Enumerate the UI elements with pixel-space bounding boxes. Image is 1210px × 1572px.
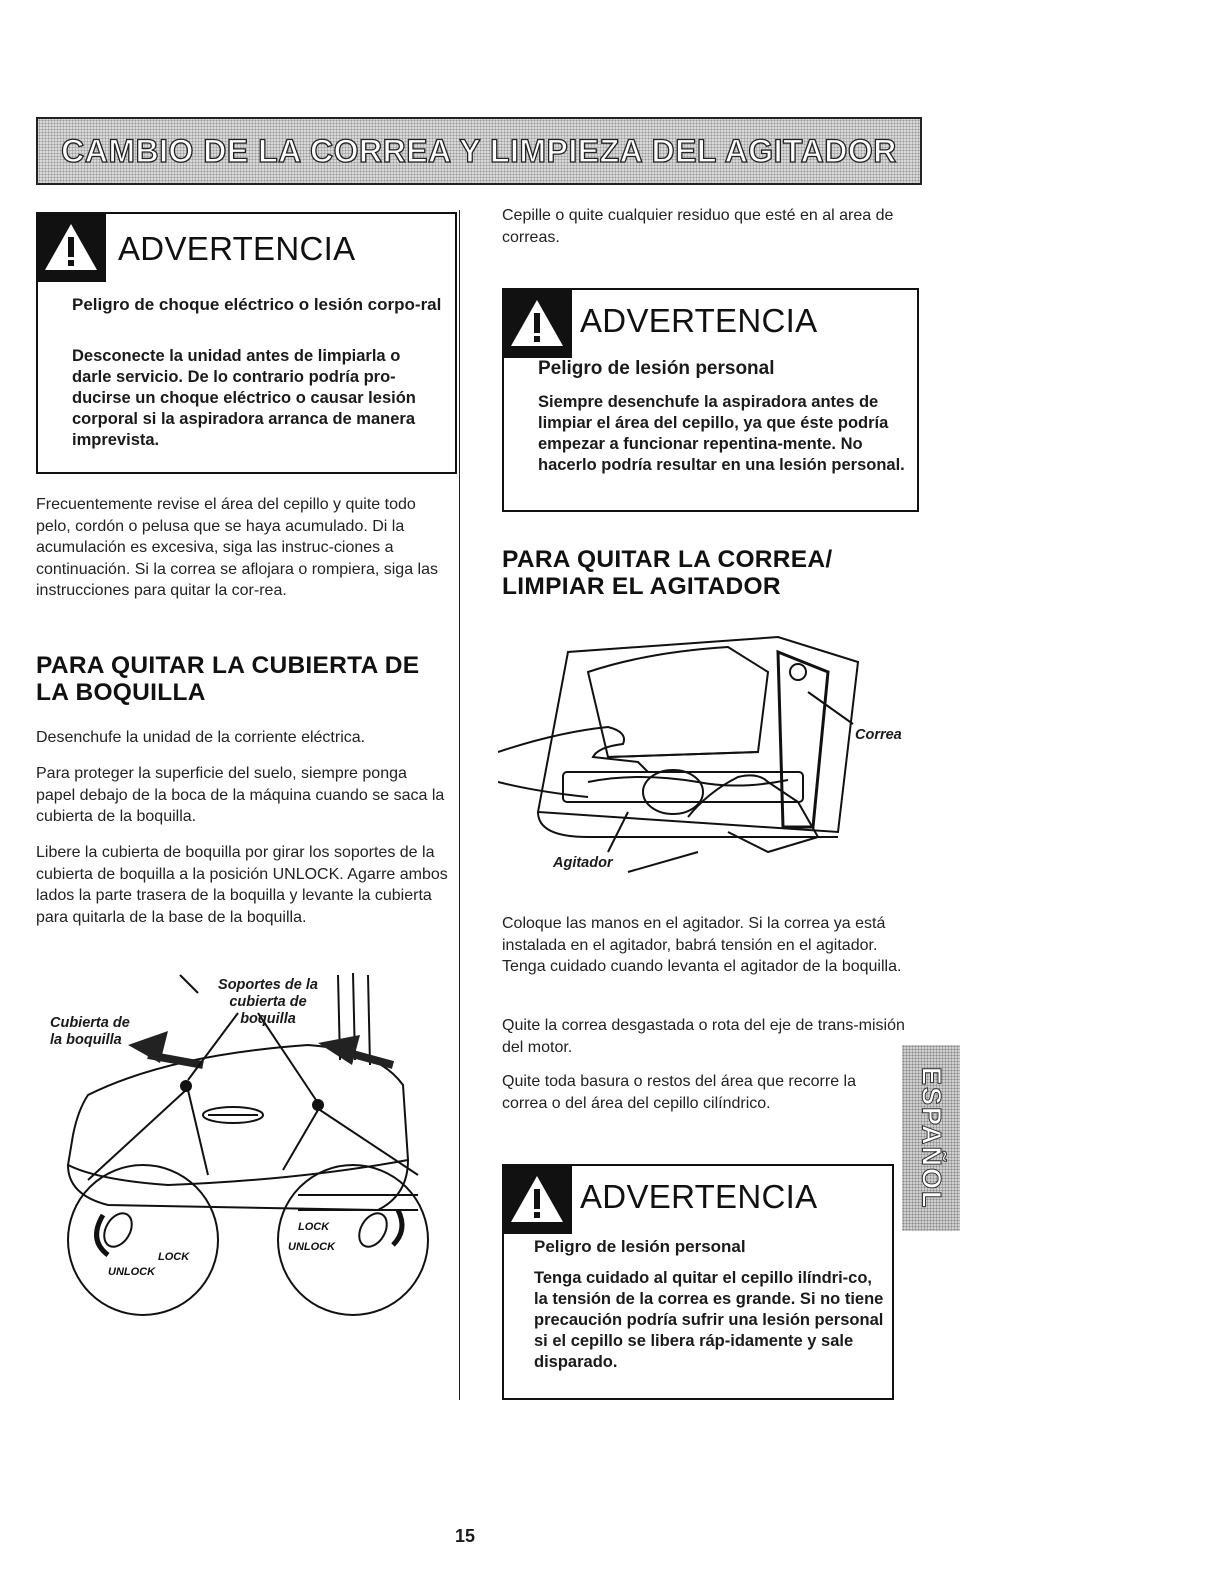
lock-label-right: LOCK [298,1221,330,1233]
unlock-label-right: UNLOCK [288,1241,336,1253]
warning-box-brush [502,288,919,512]
warning-triangle-block [36,212,106,282]
section-heading-nozzle: PARA QUITAR LA CUBIERTA DE LA BOQUILLA [36,652,420,706]
label-soportes: Soportes de la cubierta de boquilla [218,977,318,1027]
protect-floor-paragraph: Para proteger la superficie del suelo, siempre ponga papel debajo de la boca de la máquina cuando se saca la cubierta de la boquilla. [36,765,445,825]
language-tab-label: ESPAÑOL [916,1066,947,1210]
label-cubierta: Cubierta de la boquilla [50,1015,130,1048]
label-agitador: Agitador [553,855,613,871]
language-tab [902,1045,960,1231]
section-banner [36,117,922,185]
warning-triangle-block [502,288,572,358]
warning-title: ADVERTENCIA [580,1178,818,1215]
release-cover-paragraph: Libere la cubierta de boquilla por girar los soportes de la cubierta de boquilla a la posición UNLOCK. Agarre ambos lados la parte trasera de la boquilla y levante la cubierta para quitarla de la base de la boquilla. [36,844,448,926]
label-correa: Correa [855,727,902,743]
warning-title: ADVERTENCIA [118,230,356,267]
belt-agitator-illustration [498,632,898,887]
warning-body: Desconecte la unidad antes de limpiarla o darle servicio. De lo contrario podría pro-ducirse un choque eléctrico o causar lesión corporal si la aspiradora arranca de manera imprevista. [72,347,416,449]
warning-box-electric [36,212,457,474]
warning-title: ADVERTENCIA [580,302,818,339]
warning-body: Siempre desenchufe la aspiradora antes de limpiar el área del cepillo, ya que éste podría empezar a funcionar repentina-mente. No hacerlo podría resultar en una lesión personal. [538,393,905,474]
intro-paragraph: Frecuentemente revise el área del cepillo y quite todo pelo, cordón o pelusa que se haya acumulado. Di la acumulación es excesiva, siga las instruc-ciones a continuación. Si la correa se aflojara o rompiera, siga las instrucciones para quitar la cor-rea. [36,496,438,599]
warning-triangle-icon [508,1173,566,1225]
unplug-paragraph: Desenchufe la unidad de la corriente eléctrica. [36,729,366,746]
warning-triangle-block [502,1164,572,1234]
unlock-label-left: UNLOCK [108,1266,156,1278]
warning-triangle-icon [508,297,566,349]
remove-debris-paragraph: Quite toda basura o restos del área que recorre la correa o del área del cepillo cilíndrico. [502,1073,856,1112]
warning-lead: Peligro de choque eléctrico o lesión corpo-ral [72,295,442,314]
lock-label-left: LOCK [158,1251,190,1263]
warning-lead: Peligro de lesión personal [534,1237,746,1256]
warning-lead: Peligro de lesión personal [538,358,775,379]
banner-title: CAMBIO DE LA CORREA Y LIMPIEZA DEL AGITADOR [61,132,897,169]
section-heading-belt: PARA QUITAR LA CORREA/ LIMPIAR EL AGITADOR [502,546,833,600]
hands-on-agitator-paragraph: Coloque las manos en el agitador. Si la correa ya está instalada en el agitador, babrá tensión en el agitador. Tenga cuidado cuando levanta el agitador de la boquilla. [502,915,902,975]
remove-belt-paragraph: Quite la correa desgastada o rota del eje de trans-misión del motor. [502,1017,905,1056]
column-divider [459,210,460,1400]
brush-residue-paragraph: Cepille o quite cualquier residuo que esté en al area de correas. [502,207,894,246]
warning-body: Tenga cuidado al quitar el cepillo ilíndri-co, la tensión de la correa es grande. Si no tiene precaución podría sufrir una lesión personal si el cepillo se libera ráp-idamente y sale disparado. [534,1269,884,1371]
warning-triangle-icon [42,221,100,273]
warning-box-tension [502,1164,894,1400]
page-number: 15 [455,1526,476,1546]
